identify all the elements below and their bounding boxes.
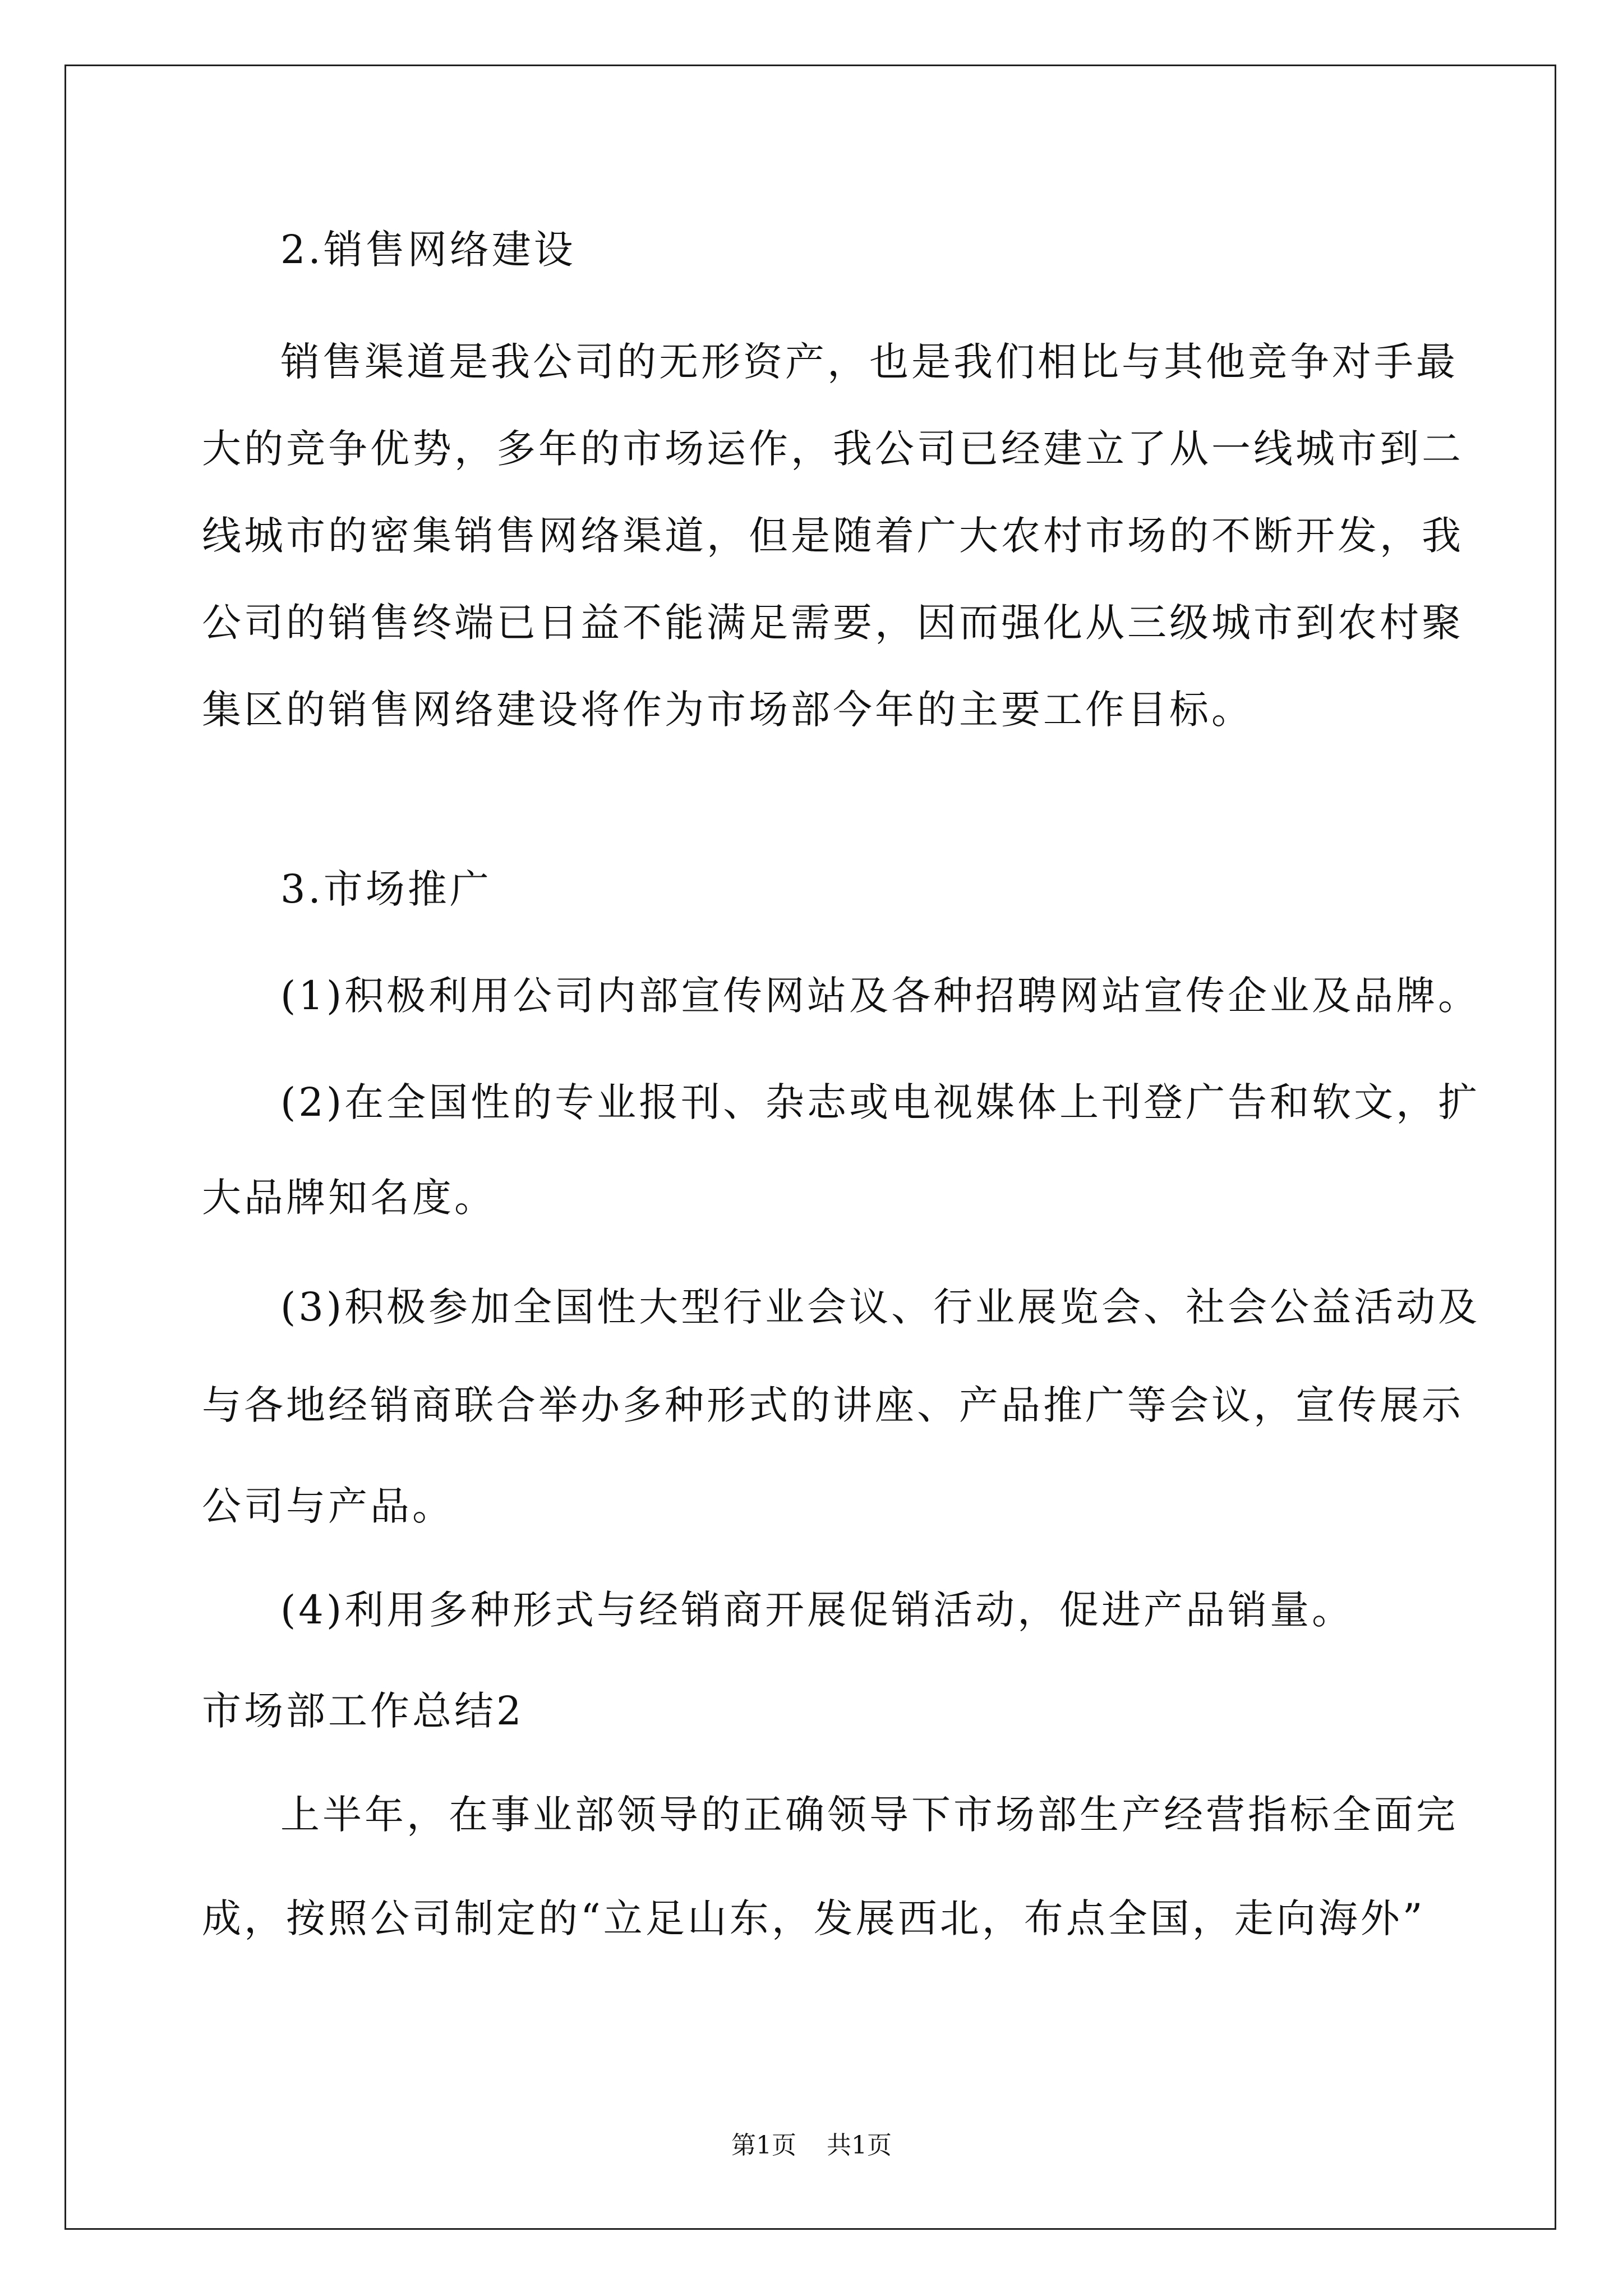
page-number-total: 共1页	[827, 2131, 892, 2160]
list-item-line: 大品牌知名度。	[202, 1175, 496, 1221]
list-item-line: (3)积极参加全国性大型行业会议、行业展览会、社会公益活动及	[280, 1284, 1481, 1330]
paragraph-line: 集区的销售网络建设将作为市场部今年的主要工作目标。	[202, 687, 1253, 733]
list-item-line: 与各地经销商联合举办多种形式的讲座、产品推广等会议，宣传展示	[202, 1382, 1464, 1428]
paragraph-line: 大的竞争优势，多年的市场运作，我公司已经建立了从一线城市到二	[202, 426, 1464, 472]
page-number-current: 第1页	[731, 2131, 796, 2160]
paragraph-line: 销售渠道是我公司的无形资产，也是我们相比与其他竞争对手最	[280, 339, 1458, 385]
list-item-line: 公司与产品。	[202, 1483, 454, 1529]
paragraph-line: 线城市的密集销售网络渠道，但是随着广大农村市场的不断开发，我	[202, 513, 1464, 559]
paragraph-line: 成，按照公司制定的“立足山东，发展西北，布点全国，走向海外”	[202, 1895, 1426, 1941]
section-heading-sales-network: 2.销售网络建设	[280, 227, 576, 273]
list-item-line: (1)积极利用公司内部宣传网站及各种招聘网站宣传企业及品牌。	[280, 973, 1481, 1019]
section-title-summary-2: 市场部工作总结2	[202, 1688, 524, 1734]
list-item-line: (2)在全国性的专业报刊、杂志或电视媒体上刊登广告和软文，扩	[280, 1079, 1481, 1125]
list-item-line: (4)利用多种形式与经销商开展促销活动，促进产品销量。	[280, 1587, 1354, 1633]
paragraph-line: 上半年，在事业部领导的正确领导下市场部生产经营指标全面完	[280, 1792, 1458, 1838]
page-footer	[0, 2129, 1623, 2162]
section-heading-market-promotion: 3.市场推广	[280, 866, 492, 912]
paragraph-line: 公司的销售终端已日益不能满足需要，因而强化从三级城市到农村聚	[202, 600, 1464, 646]
